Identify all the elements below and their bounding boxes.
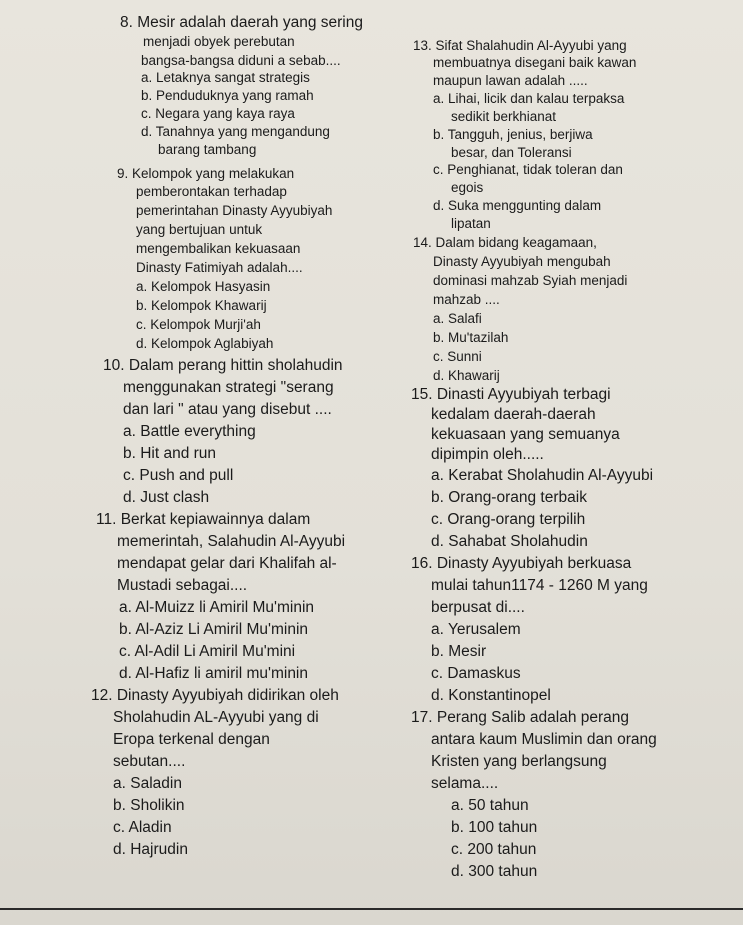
q13-option-b-1: b. Tangguh, jenius, berjiwa bbox=[433, 127, 593, 142]
q15-stem-3: kekuasaan yang semuanya bbox=[431, 426, 620, 443]
q17-stem-3: Kristen yang berlangsung bbox=[431, 753, 607, 770]
q9-stem-2: pemberontakan terhadap bbox=[136, 184, 287, 199]
q13-stem-3: maupun lawan adalah ..... bbox=[433, 73, 588, 88]
q15-option-c: c. Orang-orang terpilih bbox=[431, 511, 586, 528]
q14-option-a: a. Salafi bbox=[433, 311, 482, 326]
q13-stem-1: 13. Sifat Shalahudin Al-Ayyubi yang bbox=[413, 38, 627, 53]
q13-option-d-1: d. Suka menggunting dalam bbox=[433, 198, 602, 213]
q10-stem-1: 10. Dalam perang hittin sholahudin bbox=[103, 357, 343, 374]
q14-stem-2: Dinasty Ayyubiyah mengubah bbox=[433, 254, 611, 269]
q17-option-a: a. 50 tahun bbox=[451, 797, 529, 814]
q15-option-a: a. Kerabat Sholahudin Al-Ayyubi bbox=[431, 467, 654, 484]
q11-stem-1: 11. Berkat kepiawainnya dalam bbox=[96, 511, 311, 528]
q12-stem-4: sebutan.... bbox=[113, 753, 186, 770]
q9-option-a: a. Kelompok Hasyasin bbox=[136, 279, 271, 294]
q8-stem-2 bbox=[143, 33, 373, 51]
q13-stem-2: membuatnya disegani baik kawan bbox=[433, 55, 637, 70]
q16-option-d: d. Konstantinopel bbox=[431, 687, 551, 704]
q9-stem-5: mengembalikan kekuasaan bbox=[136, 241, 301, 256]
q8-stem-2-text: menjadi obyek perebutan bbox=[143, 34, 295, 49]
q14-stem-4: mahzab .... bbox=[433, 292, 500, 307]
q13-option-a-2: sedikit berkhianat bbox=[451, 109, 557, 124]
q10-option-a: a. Battle everything bbox=[123, 423, 256, 440]
q15-stem-2: kedalam daerah-daerah bbox=[431, 406, 596, 423]
q11-stem-4: Mustadi sebagai.... bbox=[117, 577, 248, 594]
q11-stem-2: memerintah, Salahudin Al-Ayyubi bbox=[117, 533, 346, 550]
q14-option-d: d. Khawarij bbox=[433, 368, 500, 383]
q8-option-d-2: barang tambang bbox=[158, 142, 257, 157]
q8-option-b: b. Penduduknya yang ramah bbox=[141, 88, 314, 103]
q17-stem-4: selama.... bbox=[431, 775, 499, 792]
q8-option-d-1: d. Tanahnya yang mengandung bbox=[141, 124, 330, 139]
q9-stem-4: yang bertujuan untuk bbox=[136, 222, 263, 237]
q9-option-c: c. Kelompok Murji'ah bbox=[136, 317, 261, 332]
q8-stem-3: bangsa-bangsa diduni a sebab.... bbox=[141, 53, 341, 68]
q14-option-b: b. Mu'tazilah bbox=[433, 330, 509, 345]
q13-option-b-2: besar, dan Toleransi bbox=[451, 145, 572, 160]
q12-stem-3: Eropa terkenal dengan bbox=[113, 731, 270, 748]
q14-stem-3: dominasi mahzab Syiah menjadi bbox=[433, 273, 628, 288]
q16-option-b: b. Mesir bbox=[431, 643, 487, 660]
q10-stem-3: dan lari " atau yang disebut .... bbox=[123, 401, 332, 418]
q10-option-d: d. Just clash bbox=[123, 489, 210, 506]
q17-option-d: d. 300 tahun bbox=[451, 863, 538, 880]
q12-stem-1: 12. Dinasty Ayyubiyah didirikan oleh bbox=[91, 687, 339, 704]
q8-option-c: c. Negara yang kaya raya bbox=[141, 106, 295, 121]
q12-option-b: b. Sholikin bbox=[113, 797, 185, 814]
q9-stem-6: Dinasty Fatimiyah adalah.... bbox=[136, 260, 303, 275]
q11-option-d: d. Al-Hafiz li amiril mu'minin bbox=[119, 665, 308, 682]
q14-stem-1: 14. Dalam bidang keagamaan, bbox=[413, 235, 597, 250]
q17-stem-1: 17. Perang Salib adalah perang bbox=[411, 709, 630, 726]
q15-option-b: b. Orang-orang terbaik bbox=[431, 489, 587, 506]
q9-option-b: b. Kelompok Khawarij bbox=[136, 298, 267, 313]
q11-option-c: c. Al-Adil Li Amiril Mu'mini bbox=[119, 643, 296, 660]
q17-option-b: b. 100 tahun bbox=[451, 819, 538, 836]
q13-option-a-1: a. Lihai, licik dan kalau terpaksa bbox=[433, 91, 625, 106]
q13-option-c-1: c. Penghianat, tidak toleran dan bbox=[433, 162, 623, 177]
q12-option-c: c. Aladin bbox=[113, 819, 172, 836]
q16-option-a: a. Yerusalem bbox=[431, 621, 521, 638]
q9-stem-1: 9. Kelompok yang melakukan bbox=[117, 166, 295, 181]
bottom-rule bbox=[0, 908, 743, 910]
q14-option-c: c. Sunni bbox=[433, 349, 482, 364]
q15-stem-1: 15. Dinasti Ayyubiyah terbagi bbox=[411, 386, 611, 403]
q16-stem-2: mulai tahun1174 - 1260 M yang bbox=[431, 577, 648, 594]
q10-option-c: c. Push and pull bbox=[123, 467, 234, 484]
q9-option-d: d. Kelompok Aglabiyah bbox=[136, 336, 274, 351]
q12-stem-2: Sholahudin AL-Ayyubi yang di bbox=[113, 709, 319, 726]
q9-stem-3: pemerintahan Dinasty Ayyubiyah bbox=[136, 203, 333, 218]
q13-option-c-2: egois bbox=[451, 180, 484, 195]
q12-option-d: d. Hajrudin bbox=[113, 841, 188, 858]
q8-option-a: a. Letaknya sangat strategis bbox=[141, 70, 310, 85]
q10-stem-2: menggunakan strategi "serang bbox=[123, 379, 334, 396]
q16-stem-3: berpusat di.... bbox=[431, 599, 525, 616]
q12-option-a: a. Saladin bbox=[113, 775, 182, 792]
q17-option-c: c. 200 tahun bbox=[451, 841, 537, 858]
q10-option-b: b. Hit and run bbox=[123, 445, 217, 462]
q8-stem-1: 8. Mesir adalah daerah yang sering bbox=[120, 14, 363, 31]
q11-option-b: b. Al-Aziz Li Amiril Mu'minin bbox=[119, 621, 309, 638]
q13-option-d-2: lipatan bbox=[451, 216, 491, 231]
q15-stem-4: dipimpin oleh..... bbox=[431, 446, 544, 463]
q17-stem-2: antara kaum Muslimin dan orang bbox=[431, 731, 657, 748]
q15-option-d: d. Sahabat Sholahudin bbox=[431, 533, 588, 550]
q11-stem-3: mendapat gelar dari Khalifah al- bbox=[117, 555, 337, 572]
q11-option-a: a. Al-Muizz li Amiril Mu'minin bbox=[119, 599, 315, 616]
q16-stem-1: 16. Dinasty Ayyubiyah berkuasa bbox=[411, 555, 632, 572]
q16-option-c: c. Damaskus bbox=[431, 665, 521, 682]
